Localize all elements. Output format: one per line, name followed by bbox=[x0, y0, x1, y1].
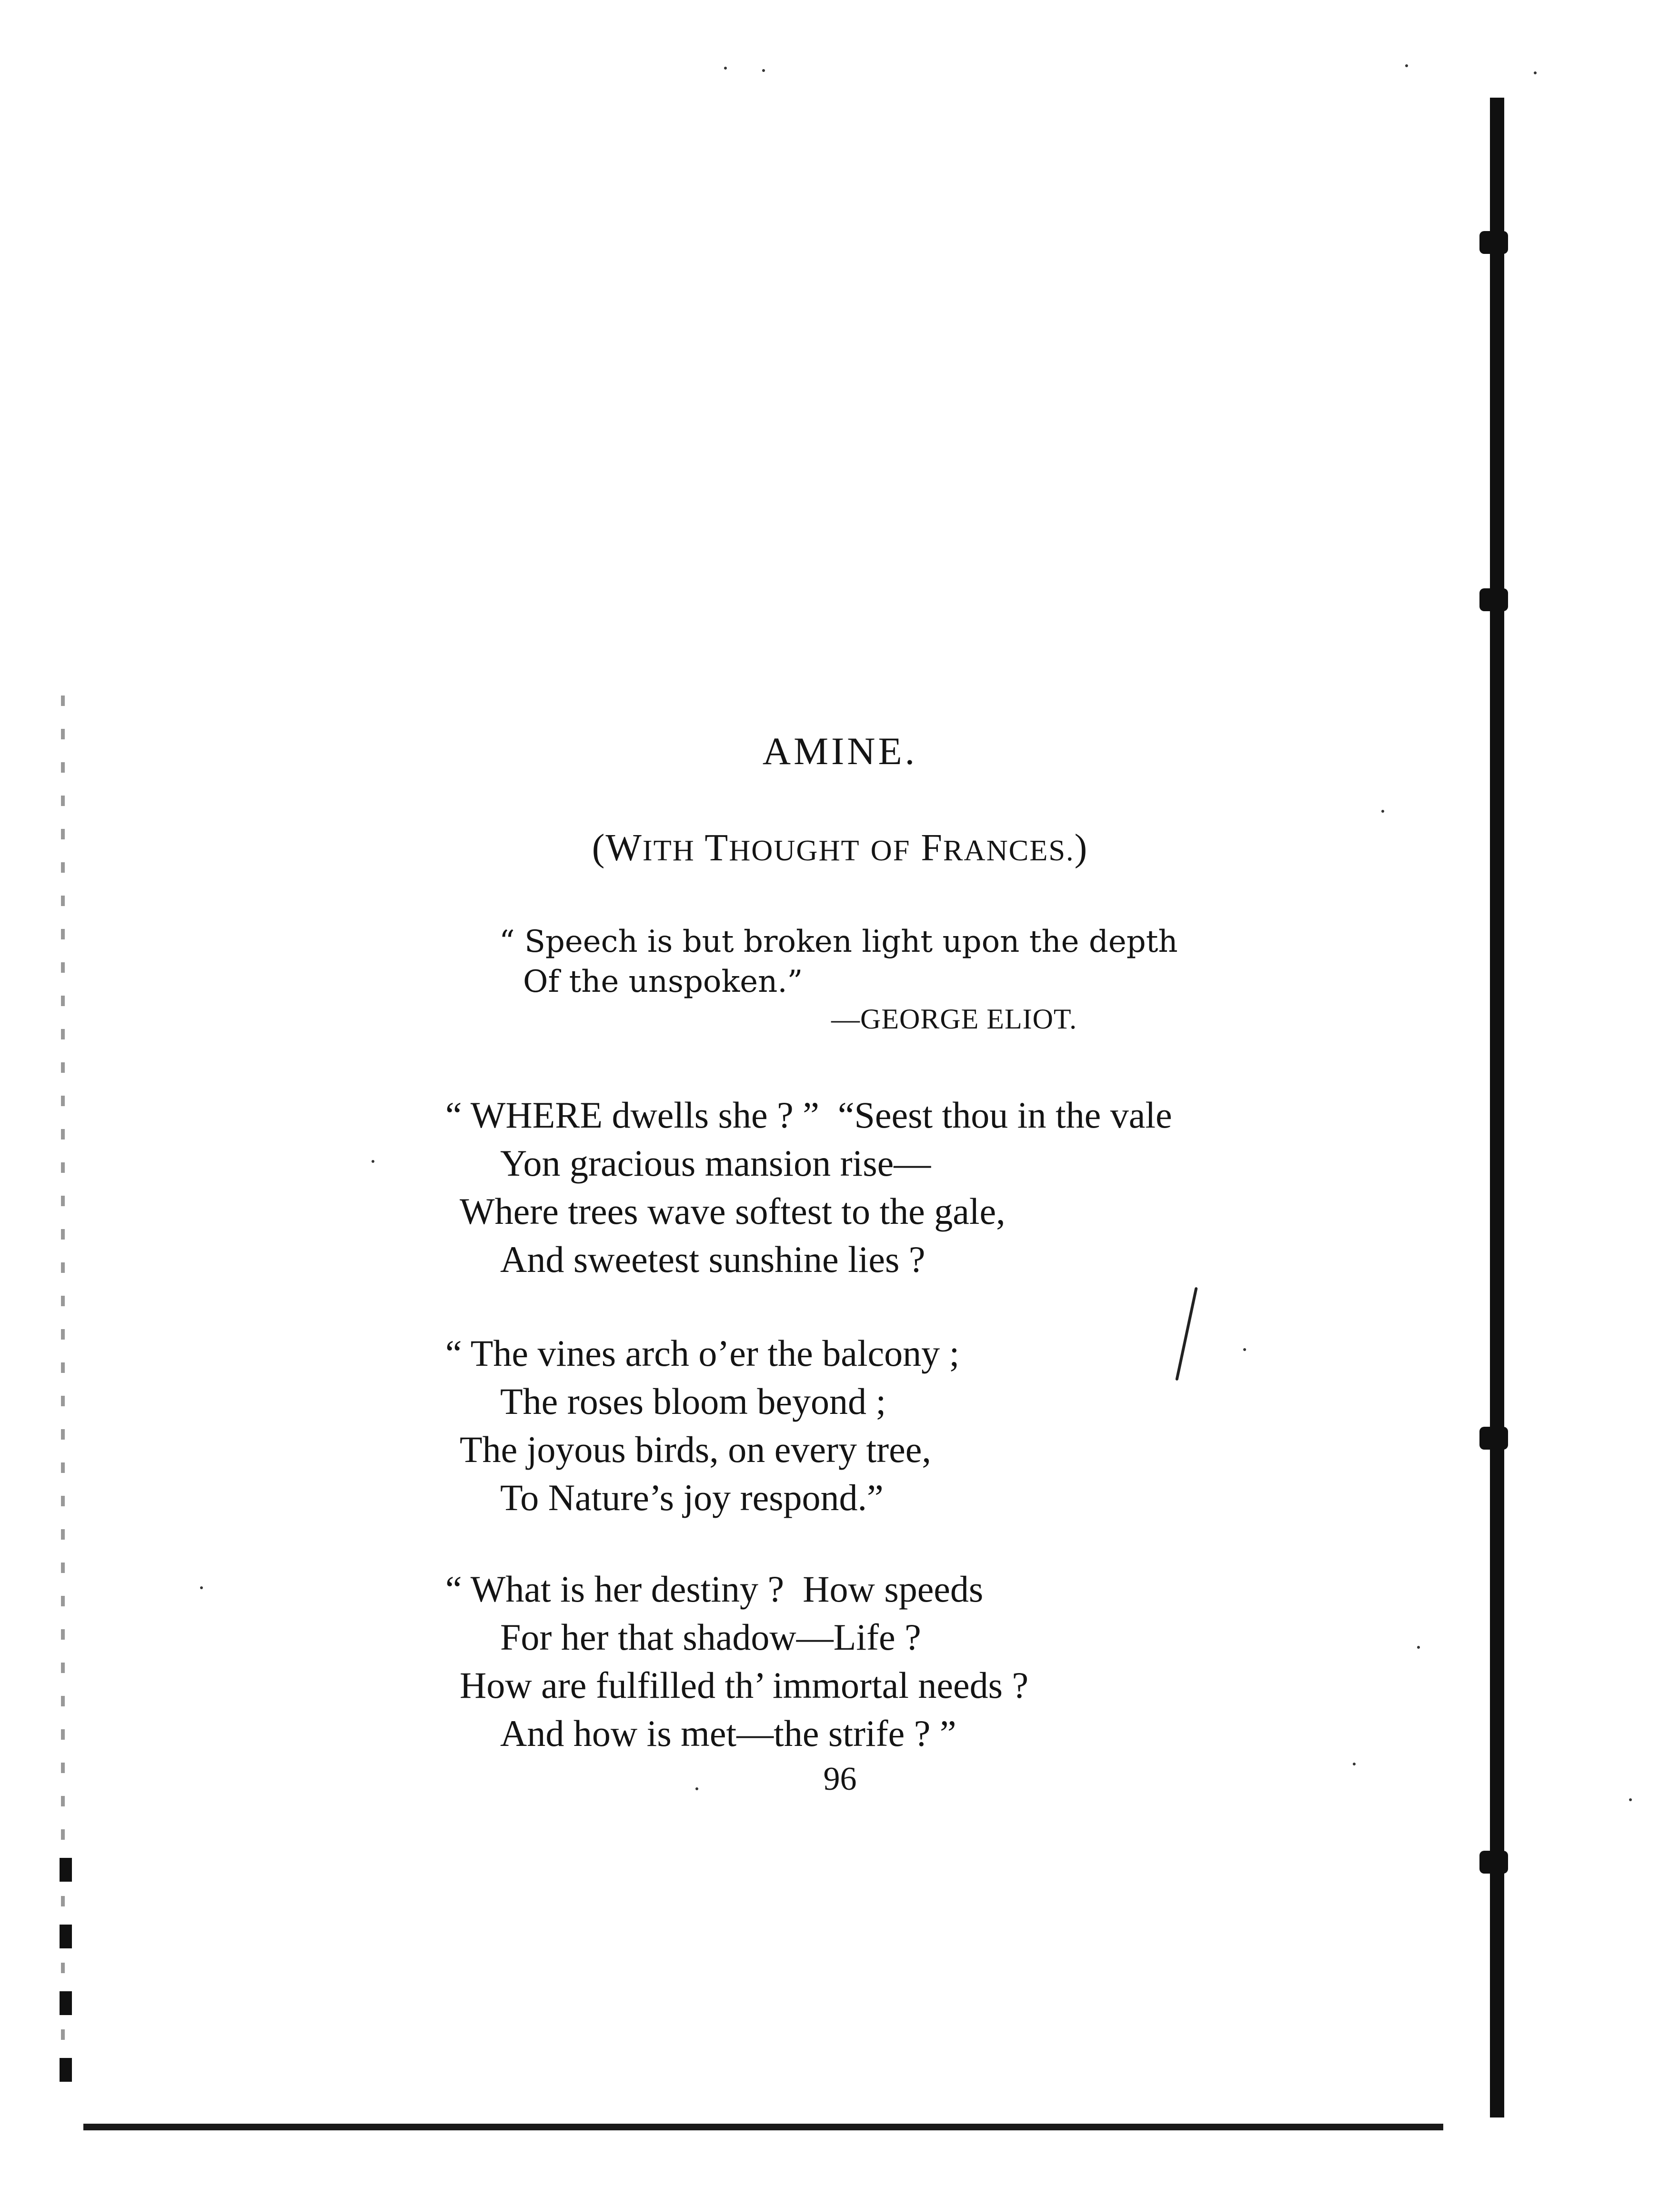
verse-line: For her that shadow—Life ? bbox=[500, 1616, 921, 1658]
binding-edge-shadow bbox=[1490, 98, 1504, 2117]
stanza-1 bbox=[445, 1091, 1172, 1283]
verse-line: “ The vines arch o’er the balcony ; bbox=[445, 1332, 960, 1374]
pencil-mark bbox=[1175, 1287, 1197, 1381]
epigraph-line: “ Speech is but broken light upon the depth bbox=[499, 924, 1178, 959]
page-number: 96 bbox=[823, 1761, 857, 1797]
poem-subtitle: (WITH THOUGHT OF FRANCES.) bbox=[592, 827, 1088, 869]
verse-line: And sweetest sunshine lies ? bbox=[500, 1239, 926, 1280]
binding-notch bbox=[1479, 588, 1508, 611]
stanza-2 bbox=[445, 1329, 959, 1522]
verse-line: The roses bloom beyond ; bbox=[500, 1381, 886, 1422]
verse-line: Yon gracious mansion rise— bbox=[500, 1142, 931, 1184]
verse-line: Where trees wave softest to the gale, bbox=[460, 1190, 1006, 1232]
verse-line: The joyous birds, on every tree, bbox=[460, 1429, 931, 1470]
binding-notch bbox=[1479, 231, 1508, 254]
verse-line: How are fulfilled th’ immortal needs ? bbox=[460, 1664, 1029, 1706]
page-bottom-edge bbox=[83, 2124, 1443, 2130]
verse-line: To Nature’s joy respond.” bbox=[500, 1477, 884, 1518]
poem-title: AMINE. bbox=[762, 729, 918, 773]
binding-notch bbox=[1479, 1427, 1508, 1450]
stanza-3 bbox=[445, 1565, 1028, 1757]
epigraph-line: Of the unspoken.” bbox=[523, 964, 803, 999]
epigraph-attribution: —GEORGE ELIOT. bbox=[831, 1003, 1077, 1035]
binding-notch bbox=[1479, 1851, 1508, 1874]
verse-line: “ What is her destiny ? How speeds bbox=[445, 1568, 984, 1610]
verse-line: “ WHERE dwells she ? ” “Seest thou in the vale bbox=[445, 1094, 1172, 1136]
verse-line: And how is met—the strife ? ” bbox=[500, 1713, 956, 1754]
epigraph-quote bbox=[499, 922, 1178, 1002]
page-left-edge-blocks bbox=[60, 1858, 72, 2106]
